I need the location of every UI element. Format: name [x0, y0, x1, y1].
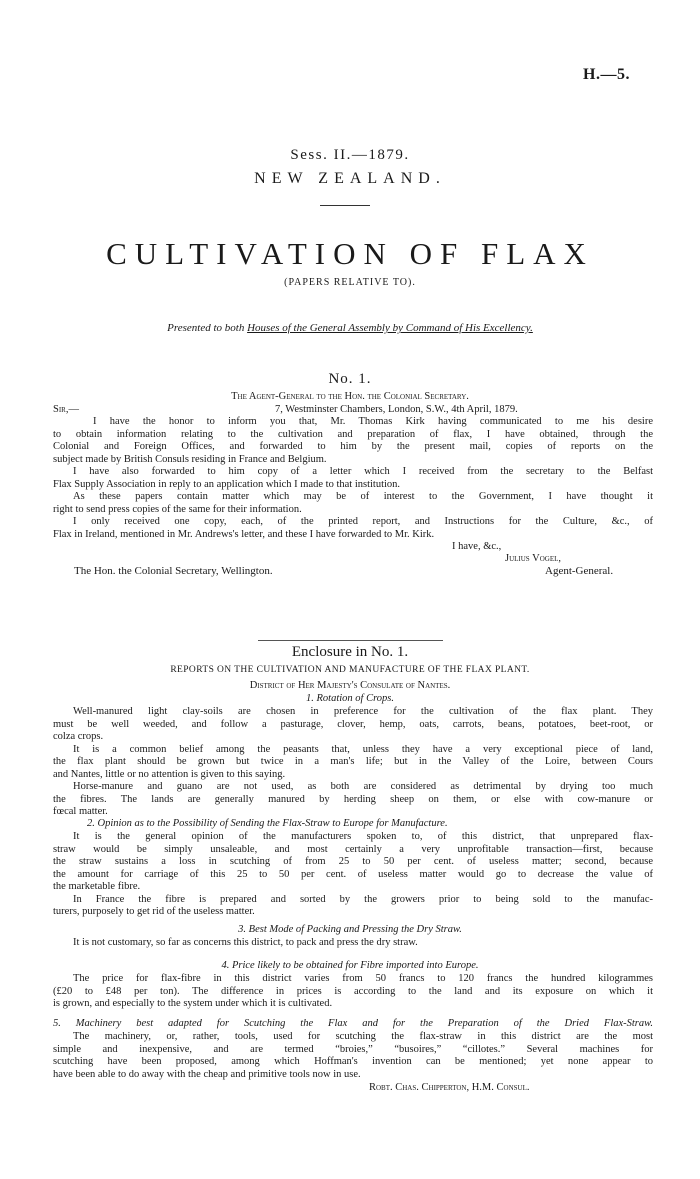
body-line: have been able to do away with the cheap and primitive tools now in use.: [53, 1068, 361, 1080]
body-line: Horse-manure and guano are not used, as both are considered as detrimental by drying too much: [73, 781, 653, 792]
letter-sig-title: Agent-General.: [545, 565, 614, 577]
enclosure-title: Enclosure in No. 1.: [291, 644, 409, 660]
reports-heading: REPORTS ON THE CULTIVATION AND MANUFACTURE OF THE FLAX PLANT.: [170, 665, 530, 675]
body-line: the straw sustains a loss in scutching of from 25 to 50 per cent. of useless matter; second, because: [53, 856, 653, 867]
presented-houses: Houses of the General Assembly by Command of His Excellency.: [247, 322, 533, 334]
body-line: fœcal matter.: [53, 806, 108, 817]
letter-para-line: I only received one copy, each, of the printed report, and Instructions for the Culture, &c., of: [73, 516, 653, 527]
letter-signature: Julius Vogel,: [505, 553, 562, 564]
section-heading-2: 2. Opinion as to the Possibility of Sending the Flax-Straw to Europe for Manufacture.: [87, 818, 448, 829]
section-5-body: [53, 1031, 653, 1081]
body-line: the fibres. The lands are generally manured by herding sheep on them, or else with cow-manure or: [53, 793, 653, 805]
letter-para-line: Flax Supply Association in reply to an application which I made to that institution.: [53, 478, 401, 490]
section-1-body: [53, 706, 653, 819]
district-heading: District of Her Majesty's Consulate of Nantes.: [249, 680, 451, 691]
body-line: straw would be simply unsaleable, and most certainly a very unprofitable transaction—first, because: [53, 843, 653, 855]
letter-para-line: I have the honor to inform you that, Mr. Thomas Kirk having communicated to me his desire: [93, 416, 653, 427]
letter-body: [53, 416, 653, 541]
body-line: colza crops.: [53, 731, 104, 742]
body-line: the flax plant should be grown but twice in a man's life; but in the Valley of the Loire, between Cours: [53, 756, 653, 767]
letter-para-line: to obtain information relating to the cultivation and preparation of flax, I have obtained, through the: [53, 428, 653, 440]
body-line: turers, purposely to get rid of the useless matter.: [53, 906, 255, 917]
letter-salutation: Sir,—: [53, 404, 79, 415]
divider-rule: [258, 640, 443, 641]
letter-addressee: The Hon. the Colonial Secretary, Wellington.: [74, 565, 273, 577]
body-line: is grown, and especially to the system under which it is cultivated.: [53, 998, 333, 1009]
letter-para-line: right to send press copies of the same for their information.: [53, 503, 302, 515]
country-line: NEW ZEALAND.: [254, 170, 446, 187]
body-line: Well-manured light clay-soils are chosen in preference for the cultivation of the flax plant. They: [73, 706, 653, 717]
document-reference: H.—5.: [583, 66, 630, 83]
body-line: scutching have been proposed, among which Hoffman's invention can be mentioned; yet none appear to: [53, 1056, 653, 1067]
letter-closing: I have, &c.,: [452, 541, 502, 552]
letter-para-line: Flax in Ireland, mentioned in Mr. Andrews's letter, and these I have forwarded to Mr. Kirk.: [53, 528, 435, 540]
body-line: The price for flax-fibre in this district varies from 50 francs to 120 francs the hundred kilogrammes: [73, 973, 653, 984]
letter-from-line: The Agent-General to the Hon. the Colonial Secretary.: [231, 391, 469, 402]
letter-para-line: subject made by British Consuls residing in France and Belgium.: [53, 453, 327, 465]
letter-para-line: Colonial and Foreign Offices, and forwarded to him by the present mail, copies of reports on the: [53, 441, 653, 452]
section-2-body: [53, 831, 653, 919]
letter-para-line: As these papers contain matter which may be of interest to the Government, I have thought it: [73, 491, 653, 502]
section-heading-5: 5. Machinery best adapted for Scutching the Flax and for the Preparation of the Dried Flax-Straw.: [53, 1018, 653, 1029]
body-line: (£20 to £48 per ton). The difference in prices is according to the land and its exposure on which it: [53, 985, 653, 997]
body-line: the amount for carriage of this 25 to 50 per cent. of useless matter would go to decrease the value of: [53, 868, 653, 880]
document-title: CULTIVATION OF FLAX: [106, 236, 594, 271]
letter-address: 7, Westminster Chambers, London, S.W., 4th April, 1879.: [275, 404, 518, 415]
section-heading-4: 4. Price likely to be obtained for Fibre imported into Europe.: [221, 960, 479, 971]
letter-para-line: I have also forwarded to him copy of a letter which I received from the secretary to the Belfast: [73, 466, 653, 477]
section-3-body: It is not customary, so far as concerns this district, to pack and press the dry straw.: [73, 937, 418, 948]
document-subtitle: (PAPERS RELATIVE TO).: [284, 277, 416, 288]
body-line: The machinery, or, rather, tools, used for scutching the flax-straw in this district are the most: [73, 1031, 653, 1042]
body-line: It is a common belief among the peasants that, unless they have a very exceptional piece of land,: [73, 743, 653, 755]
consul-signature: Robt. Chas. Chipperton, H.M. Consul.: [369, 1082, 530, 1093]
body-line: must be well weeded, and follow a pasturage, clover, hemp, oats, carrots, beans, potatoes, beet-root, or: [53, 718, 653, 730]
divider-rule: [320, 205, 370, 206]
body-line: the marketable fibre.: [53, 881, 141, 892]
section-heading-3: 3. Best Mode of Packing and Pressing the Dry Straw.: [238, 924, 462, 935]
session-line: Sess. II.—1879.: [290, 147, 410, 163]
presented-prefix: Presented to both: [167, 322, 245, 334]
body-line: simple and inexpensive, and are termed “broies,” “busoires,” “cillotes.” Several machines for: [53, 1043, 653, 1055]
presented-line: [0, 322, 700, 334]
body-line: and Nantes, little or no attention is given to this saying.: [53, 768, 286, 780]
section-4-body: [53, 973, 653, 1011]
letter-number: No. 1.: [328, 371, 372, 387]
body-line: In France the fibre is prepared and sorted by the growers prior to being sold to the manufac-: [73, 893, 653, 905]
section-heading-1: 1. Rotation of Crops.: [306, 693, 394, 704]
body-line: It is the general opinion of the manufacturers spoken to, of this district, that unprepared flax-: [73, 831, 653, 842]
